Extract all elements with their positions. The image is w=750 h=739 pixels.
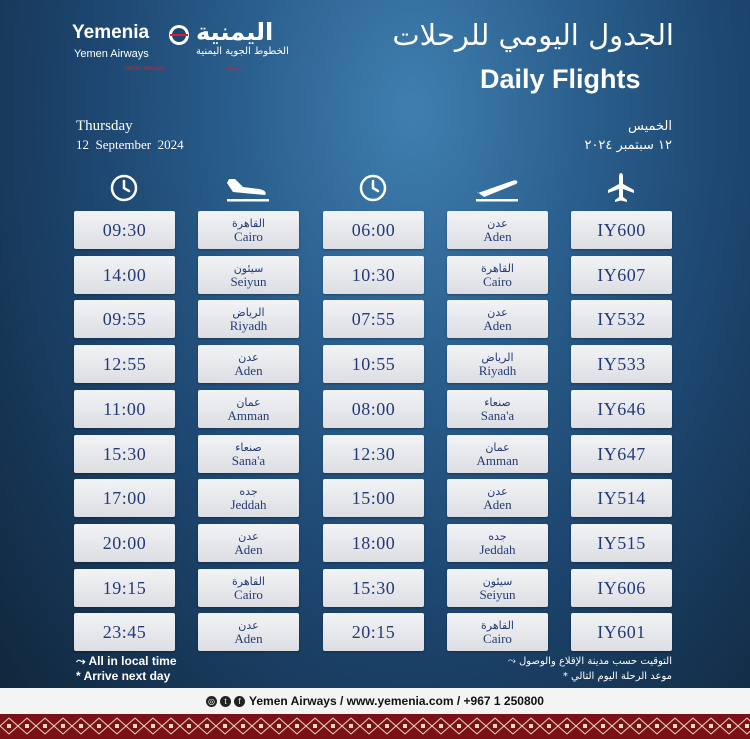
flight-number: IY601: [597, 621, 646, 642]
city-name-ar: عدن: [487, 216, 508, 230]
time-value: 09:55: [102, 308, 147, 329]
footer-contact-text: Yemen Airways / www.yemenia.com / +967 1 250800: [249, 694, 544, 708]
note-local-time-ar: التوقيت حسب مدينة الإقلاع والوصول ⤳: [507, 656, 672, 667]
flight-number-cell: [571, 300, 672, 338]
note-next-day-ar: موعد الرحلة اليوم التالي *: [562, 671, 672, 682]
city-name-en: Amman: [476, 452, 519, 468]
city-name-ar: عدن: [487, 305, 508, 319]
arrival-time-cell: [74, 569, 175, 607]
city-name-ar: القاهرة: [232, 574, 265, 588]
ornament-pattern: [0, 714, 750, 739]
yemenia-logo: [72, 18, 292, 82]
arrival-time-cell: [74, 524, 175, 562]
time-value: 11:00: [103, 398, 146, 419]
time-value: 23:45: [102, 621, 147, 642]
origin-cell: [447, 300, 548, 338]
city-name-en: Jeddah: [479, 541, 516, 557]
destination-cell: [198, 569, 299, 607]
departure-time-cell: [323, 479, 424, 517]
flight-number: IY646: [597, 398, 646, 419]
flight-number-cell: [571, 613, 672, 651]
city-name-en: Aden: [483, 317, 512, 333]
arrival-time-cell: [74, 390, 175, 428]
flight-number-cell: [571, 435, 672, 473]
city-name-ar: صنعاء: [235, 440, 262, 454]
twitter-icon[interactable]: t: [220, 696, 231, 707]
arrival-time-cell: [74, 300, 175, 338]
city-name-ar: عدن: [238, 618, 259, 632]
origin-cell: [447, 524, 548, 562]
city-name-en: Cairo: [234, 228, 263, 244]
destination-cell: [198, 390, 299, 428]
origin-cell: [447, 390, 548, 428]
departure-time-cell: [323, 569, 424, 607]
time-value: 14:00: [102, 264, 147, 285]
brand-sub-ar: الخطوط الجوية اليمنية: [196, 46, 289, 57]
time-value: 20:15: [351, 621, 396, 642]
landing-icon: [198, 168, 298, 208]
flight-number: IY647: [597, 443, 646, 464]
time-value: 20:00: [102, 532, 147, 553]
city-name-en: Riyadh: [478, 362, 517, 378]
origin-cell: [447, 256, 548, 294]
city-name-ar: عدن: [487, 484, 508, 498]
departure-time-cell: [323, 613, 424, 651]
destination-cell: [198, 479, 299, 517]
destination-cell: [198, 256, 299, 294]
flight-number: IY532: [597, 308, 646, 329]
instagram-icon[interactable]: ◎: [206, 696, 217, 707]
departure-time-clock-icon: [323, 168, 423, 208]
flight-number-cell: [571, 390, 672, 428]
city-name-ar: سيئون: [233, 261, 264, 275]
flight-number-cell: [571, 524, 672, 562]
city-name-en: Amman: [227, 407, 270, 423]
note-next-day-en: * Arrive next day: [76, 669, 171, 683]
brand-tiny-ar: اليمنية: [226, 64, 245, 72]
facebook-icon[interactable]: f: [234, 696, 245, 707]
city-name-en: Cairo: [483, 273, 512, 289]
brand-name-ar: اليمنية: [196, 18, 274, 46]
date-en: 12 September 2024: [76, 137, 184, 152]
departure-time-cell: [323, 390, 424, 428]
city-name-en: Cairo: [483, 630, 512, 646]
arrival-time-cell: [74, 211, 175, 249]
city-name-en: Riyadh: [229, 317, 268, 333]
flight-number: IY607: [597, 264, 646, 285]
destination-cell: [198, 345, 299, 383]
date-day-en: Thursday: [76, 118, 133, 134]
city-name-ar: القاهرة: [481, 618, 514, 632]
destination-cell: [198, 300, 299, 338]
city-name-en: Aden: [483, 496, 512, 512]
time-value: 08:00: [351, 398, 396, 419]
decorative-footer-pattern: [0, 714, 750, 739]
time-value: 06:00: [351, 219, 396, 240]
city-name-en: Aden: [234, 541, 263, 557]
flight-number: IY533: [597, 353, 646, 374]
departure-time-cell: [323, 435, 424, 473]
brand-name-en: Yemenia: [72, 22, 150, 43]
city-name-ar: عدن: [238, 350, 259, 364]
flight-number: IY606: [597, 577, 646, 598]
city-name-en: Jeddah: [230, 496, 267, 512]
origin-cell: [447, 613, 548, 651]
city-name-en: Sana'a: [480, 407, 515, 423]
city-name-ar: عدن: [238, 529, 259, 543]
time-value: 12:55: [102, 353, 147, 374]
origin-cell: [447, 435, 548, 473]
departure-time-cell: [323, 345, 424, 383]
page-title-en: Daily Flights: [480, 64, 641, 94]
time-value: 10:55: [351, 353, 396, 374]
brand-tiny-en: Yemen Airways: [124, 66, 165, 72]
destination-cell: [198, 613, 299, 651]
airplane-icon: [571, 168, 671, 208]
arrival-time-clock-icon: [74, 168, 174, 208]
time-value: 15:30: [102, 443, 147, 464]
city-name-en: Seiyun: [479, 586, 516, 602]
time-value: 12:30: [351, 443, 396, 464]
city-name-en: Aden: [483, 228, 512, 244]
flight-number-cell: [571, 345, 672, 383]
time-value: 10:30: [351, 264, 396, 285]
flight-number-cell: [571, 479, 672, 517]
flight-number: IY515: [597, 532, 646, 553]
arrival-time-cell: [74, 435, 175, 473]
city-name-ar: سيئون: [482, 574, 513, 588]
time-value: 07:55: [351, 308, 396, 329]
footer-contact-bar: [0, 688, 750, 714]
departure-time-cell: [323, 211, 424, 249]
page-title-ar: الجدول اليومي للرحلات: [392, 18, 674, 52]
time-value: 09:30: [102, 219, 147, 240]
departure-icon: [447, 168, 547, 208]
destination-cell: [198, 524, 299, 562]
flight-number: IY600: [597, 219, 646, 240]
departure-time-cell: [323, 300, 424, 338]
arrival-time-cell: [74, 345, 175, 383]
departure-time-cell: [323, 256, 424, 294]
time-value: 15:00: [351, 487, 396, 508]
city-name-en: Aden: [234, 630, 263, 646]
flight-number-cell: [571, 256, 672, 294]
city-name-en: Cairo: [234, 586, 263, 602]
origin-cell: [447, 569, 548, 607]
brand-sub-en: Yemen Airways: [74, 48, 149, 60]
time-value: 18:00: [351, 532, 396, 553]
city-name-ar: جده: [239, 484, 258, 498]
destination-cell: [198, 435, 299, 473]
city-name-en: Sana'a: [231, 452, 266, 468]
arrival-time-cell: [74, 479, 175, 517]
time-value: 15:30: [351, 577, 396, 598]
city-name-ar: القاهرة: [232, 216, 265, 230]
city-name-en: Seiyun: [230, 273, 267, 289]
city-name-ar: الرياض: [481, 350, 514, 364]
origin-cell: [447, 345, 548, 383]
date-day-ar: الخميس: [628, 119, 672, 134]
arrival-time-cell: [74, 613, 175, 651]
time-value: 17:00: [102, 487, 147, 508]
date-ar: ١٢ سبتمبر ٢٠٢٤: [584, 138, 672, 153]
city-name-ar: عمان: [236, 395, 261, 409]
time-value: 19:15: [102, 577, 147, 598]
arrival-time-cell: [74, 256, 175, 294]
city-name-ar: جده: [488, 529, 507, 543]
destination-cell: [198, 211, 299, 249]
origin-cell: [447, 479, 548, 517]
city-name-ar: صنعاء: [484, 395, 511, 409]
social-icons: [206, 696, 245, 707]
departure-time-cell: [323, 524, 424, 562]
flight-number: IY514: [597, 487, 646, 508]
flight-number-cell: [571, 569, 672, 607]
city-name-ar: القاهرة: [481, 261, 514, 275]
city-name-ar: عمان: [485, 440, 510, 454]
flight-number-cell: [571, 211, 672, 249]
note-local-time-en: ⤳ All in local time: [76, 654, 177, 668]
yemenia-emblem-icon: [168, 24, 190, 46]
city-name-ar: الرياض: [232, 305, 265, 319]
origin-cell: [447, 211, 548, 249]
city-name-en: Aden: [234, 362, 263, 378]
